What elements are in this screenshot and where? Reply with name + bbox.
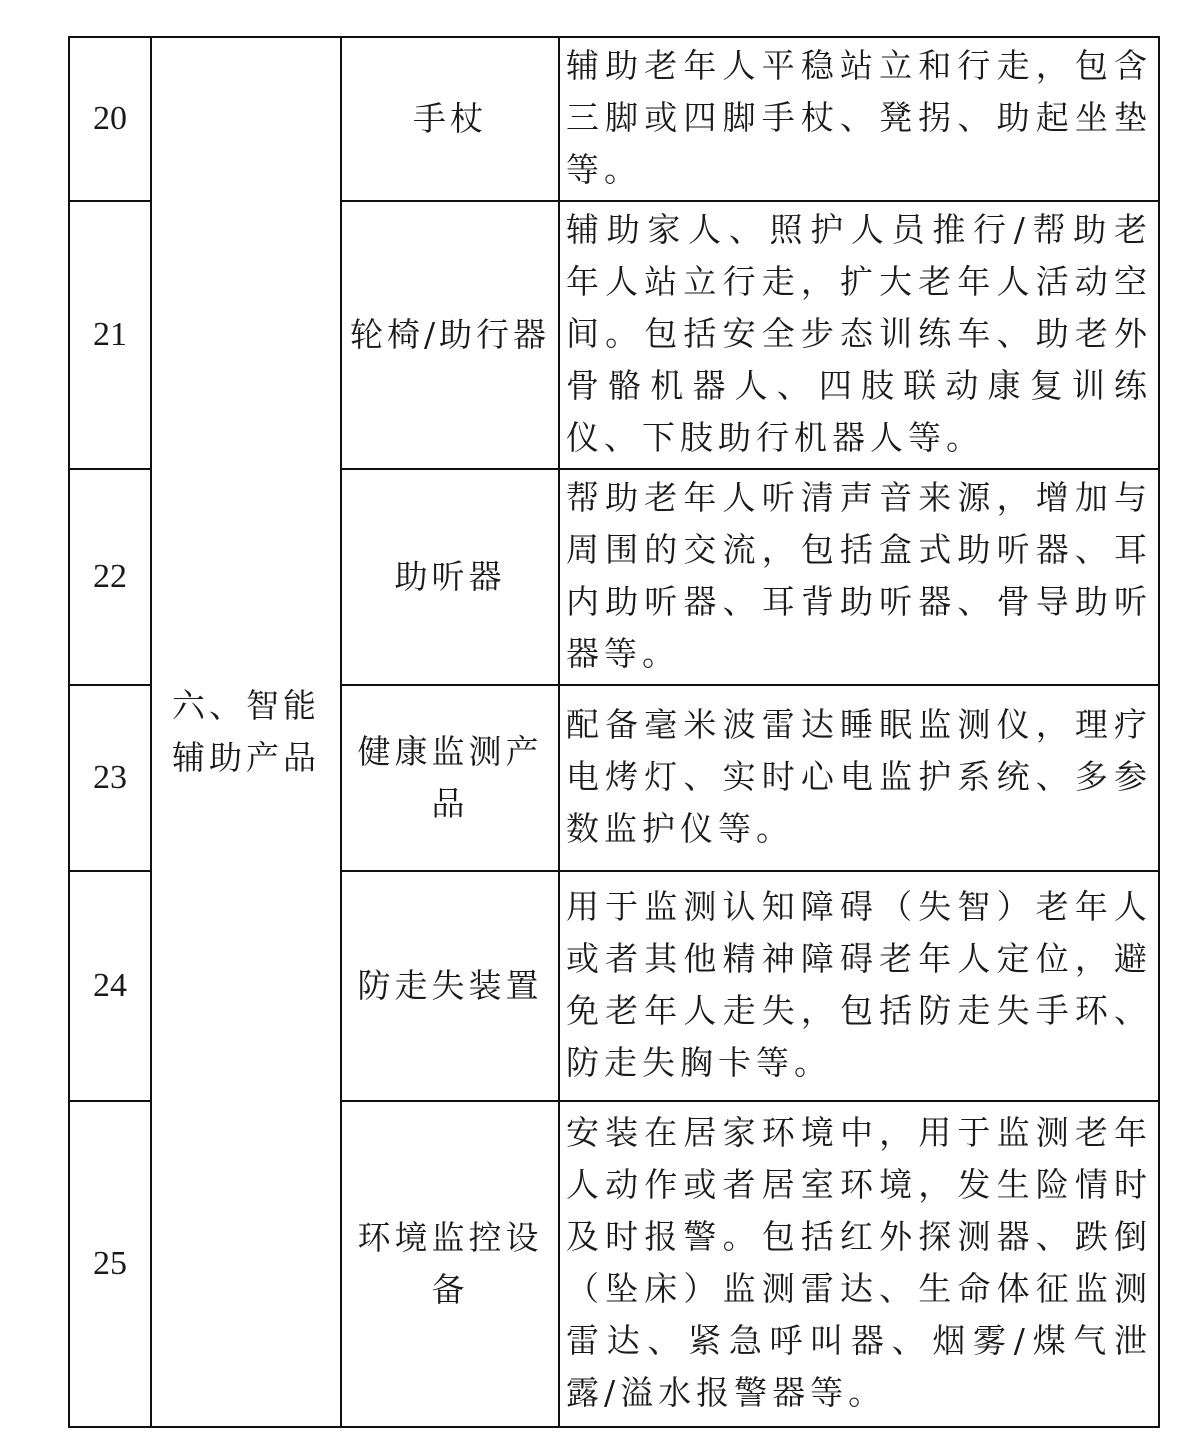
row-number: 23 (69, 685, 151, 871)
row-number: 22 (69, 469, 151, 685)
product-name: 助听器 (341, 469, 559, 685)
row-number: 25 (69, 1101, 151, 1427)
row-number: 24 (69, 871, 151, 1101)
product-table (68, 36, 1160, 1428)
row-number: 21 (69, 201, 151, 469)
product-description: 配备毫米波雷达睡眠监测仪，理疗电烤灯、实时心电监护系统、多参数监护仪等。 (559, 685, 1159, 871)
product-table-container (68, 36, 1158, 1428)
product-name: 轮椅/助行器 (341, 201, 559, 469)
product-description: 辅助老年人平稳站立和行走，包含三脚或四脚手杖、凳拐、助起坐垫等。 (559, 37, 1159, 201)
product-name: 手杖 (341, 37, 559, 201)
row-number: 20 (69, 37, 151, 201)
product-name: 健康监测产品 (341, 685, 559, 871)
product-description: 帮助老年人听清声音来源，增加与周围的交流，包括盒式助听器、耳内助听器、耳背助听器、骨导助听器等。 (559, 469, 1159, 685)
product-description: 安装在居家环境中，用于监测老年人动作或者居室环境，发生险情时及时报警。包括红外探测器、跌倒（坠床）监测雷达、生命体征监测雷达、紧急呼叫器、烟雾/煤气泄露/溢水报警器等。 (559, 1101, 1159, 1427)
product-name: 防走失装置 (341, 871, 559, 1101)
table-row (69, 37, 1159, 201)
product-description: 辅助家人、照护人员推行/帮助老年人站立行走，扩大老年人活动空间。包括安全步态训练车、助老外骨骼机器人、四肢联动康复训练仪、下肢助行机器人等。 (559, 201, 1159, 469)
category-cell: 六、智能辅助产品 (151, 37, 341, 1427)
product-description: 用于监测认知障碍（失智）老年人或者其他精神障碍老年人定位，避免老年人走失，包括防走失手环、防走失胸卡等。 (559, 871, 1159, 1101)
product-name: 环境监控设备 (341, 1101, 559, 1427)
